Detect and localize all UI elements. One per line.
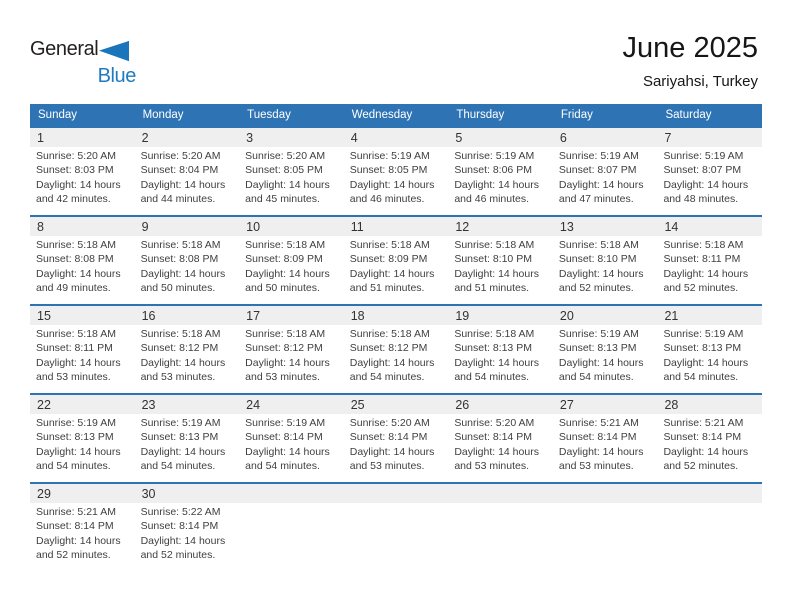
- calendar-cell: [344, 306, 449, 393]
- sunrise-text: Sunrise: 5:21 AM: [663, 417, 744, 429]
- sunset-text: Sunset: 8:13 PM: [558, 342, 637, 355]
- sunrise-text: Sunrise: 5:19 AM: [349, 150, 430, 162]
- sunrise-text: Sunrise: 5:21 AM: [558, 417, 639, 429]
- sunrise-text: Sunrise: 5:18 AM: [140, 239, 221, 251]
- daylight-text-line2: and 42 minutes.: [36, 193, 111, 206]
- cell-body: [553, 414, 658, 474]
- cell-body: [448, 236, 553, 296]
- sunset-text: Sunset: 8:09 PM: [349, 253, 428, 266]
- daylight-text-line2: and 53 minutes.: [140, 371, 216, 384]
- day-number: 6: [553, 128, 658, 147]
- day-number: 3: [239, 128, 344, 147]
- sunset-text: Sunset: 8:13 PM: [140, 431, 219, 444]
- sunset-text: Sunset: 8:13 PM: [454, 342, 532, 355]
- calendar-cell: [135, 484, 240, 571]
- day-number: 10: [239, 217, 344, 236]
- day-number: 14: [657, 217, 762, 236]
- calendar-cell: [448, 395, 553, 482]
- sunrise-text: Sunrise: 5:18 AM: [558, 239, 639, 251]
- cell-body: [553, 147, 658, 207]
- sunset-text: Sunset: 8:14 PM: [36, 520, 114, 533]
- cell-body: [30, 236, 135, 296]
- daylight-text-line2: and 53 minutes.: [36, 371, 111, 384]
- daylight-text-line2: and 54 minutes.: [558, 371, 634, 384]
- sunset-text: Sunset: 8:12 PM: [349, 342, 428, 355]
- sunrise-text: Sunrise: 5:20 AM: [454, 417, 535, 429]
- sunset-text: Sunset: 8:05 PM: [245, 164, 323, 177]
- daylight-text-line1: Daylight: 14 hours: [245, 178, 330, 191]
- calendar-cell: [344, 217, 449, 304]
- calendar-cell: [657, 484, 762, 571]
- calendar-cell: [30, 128, 135, 215]
- daylight-text-line1: Daylight: 14 hours: [558, 178, 644, 191]
- calendar-cell: [344, 484, 449, 571]
- daylight-text-line2: and 46 minutes.: [349, 193, 425, 206]
- daylight-text-line1: Daylight: 14 hours: [663, 356, 749, 369]
- cell-body: [239, 236, 344, 296]
- sunrise-text: Sunrise: 5:22 AM: [140, 506, 221, 518]
- cell-body: [657, 414, 762, 474]
- cell-body: [135, 414, 240, 474]
- calendar-cell: [657, 306, 762, 393]
- daylight-text-line1: Daylight: 14 hours: [454, 178, 539, 191]
- sunrise-text: Sunrise: 5:19 AM: [663, 328, 744, 340]
- daylight-text-line1: Daylight: 14 hours: [140, 534, 226, 547]
- sunrise-text: Sunrise: 5:19 AM: [140, 417, 221, 429]
- cell-body: [135, 325, 240, 385]
- sunrise-text: Sunrise: 5:18 AM: [245, 328, 326, 340]
- cell-body: [448, 147, 553, 207]
- sunrise-text: Sunrise: 5:19 AM: [558, 150, 639, 162]
- day-number: 16: [135, 306, 240, 325]
- weekday-label: Monday: [142, 109, 184, 121]
- daylight-text-line2: and 53 minutes.: [558, 460, 634, 473]
- week-row: [30, 215, 762, 304]
- weekday-label: Thursday: [456, 109, 505, 121]
- calendar-cell: [239, 217, 344, 304]
- sunset-text: Sunset: 8:10 PM: [558, 253, 637, 266]
- cell-body: [344, 325, 449, 385]
- daylight-text-line2: and 51 minutes.: [349, 282, 425, 295]
- sunrise-text: Sunrise: 5:20 AM: [349, 417, 430, 429]
- sunset-text: Sunset: 8:11 PM: [36, 342, 113, 355]
- daylight-text-line1: Daylight: 14 hours: [36, 356, 121, 369]
- daylight-text-line1: Daylight: 14 hours: [349, 356, 435, 369]
- daylight-text-line2: and 54 minutes.: [140, 460, 216, 473]
- sunrise-text: Sunrise: 5:18 AM: [454, 328, 535, 340]
- sunrise-text: Sunrise: 5:18 AM: [36, 239, 116, 251]
- cell-body: [30, 503, 135, 563]
- daylight-text-line2: and 53 minutes.: [245, 371, 320, 384]
- day-number: 23: [135, 395, 240, 414]
- daylight-text-line1: Daylight: 14 hours: [36, 534, 121, 547]
- daylight-text-line1: Daylight: 14 hours: [558, 445, 644, 458]
- daylight-text-line2: and 52 minutes.: [663, 282, 739, 295]
- cell-body: [30, 414, 135, 474]
- calendar-cell: [135, 217, 240, 304]
- day-number: 28: [657, 395, 762, 414]
- cell-body: [448, 325, 553, 385]
- daylight-text-line1: Daylight: 14 hours: [349, 445, 435, 458]
- calendar-cell: [239, 484, 344, 571]
- daylight-text-line1: Daylight: 14 hours: [140, 445, 226, 458]
- weekday-label: Tuesday: [247, 109, 291, 121]
- daylight-text-line1: Daylight: 14 hours: [36, 445, 121, 458]
- cell-body: [135, 236, 240, 296]
- weekday-label: Friday: [560, 109, 593, 121]
- day-number: 18: [344, 306, 449, 325]
- day-number: 1: [30, 128, 135, 147]
- day-number: 26: [448, 395, 553, 414]
- calendar-cell: [448, 128, 553, 215]
- cell-body: [30, 147, 135, 207]
- sunrise-text: Sunrise: 5:18 AM: [349, 328, 430, 340]
- sunrise-text: Sunrise: 5:19 AM: [558, 328, 639, 340]
- cell-body: [30, 325, 135, 385]
- calendar-cell: [30, 217, 135, 304]
- daylight-text-line1: Daylight: 14 hours: [349, 178, 435, 191]
- sunset-text: Sunset: 8:14 PM: [140, 520, 219, 533]
- cell-body: [657, 325, 762, 385]
- sunset-text: Sunset: 8:12 PM: [140, 342, 219, 355]
- sunset-text: Sunset: 8:14 PM: [245, 431, 323, 444]
- sunrise-text: Sunrise: 5:18 AM: [36, 328, 116, 340]
- cell-body: [657, 147, 762, 207]
- title-block: [623, 30, 758, 90]
- daylight-text-line2: and 54 minutes.: [36, 460, 111, 473]
- daylight-text-line1: Daylight: 14 hours: [663, 267, 749, 280]
- daylight-text-line1: Daylight: 14 hours: [36, 178, 121, 191]
- daylight-text-line2: and 54 minutes.: [349, 371, 425, 384]
- day-number: 8: [30, 217, 135, 236]
- daylight-text-line2: and 52 minutes.: [558, 282, 634, 295]
- cell-body: [135, 147, 240, 207]
- daylight-text-line1: Daylight: 14 hours: [663, 445, 749, 458]
- daylight-text-line2: and 54 minutes.: [245, 460, 320, 473]
- day-number: 27: [553, 395, 658, 414]
- sunset-text: Sunset: 8:10 PM: [454, 253, 532, 266]
- logo-text-general: General: [30, 38, 99, 60]
- sunrise-text: Sunrise: 5:18 AM: [245, 239, 326, 251]
- week-row: [30, 393, 762, 482]
- calendar-cell: [553, 484, 658, 571]
- day-number: 19: [448, 306, 553, 325]
- calendar-cell: [448, 306, 553, 393]
- cell-body: [657, 236, 762, 296]
- day-number: [448, 484, 553, 503]
- day-number: 21: [657, 306, 762, 325]
- sunset-text: Sunset: 8:12 PM: [245, 342, 323, 355]
- calendar-cell: [657, 217, 762, 304]
- sunset-text: Sunset: 8:07 PM: [663, 164, 742, 177]
- daylight-text-line2: and 52 minutes.: [663, 460, 739, 473]
- sunrise-text: Sunrise: 5:20 AM: [245, 150, 326, 162]
- daylight-text-line2: and 48 minutes.: [663, 193, 739, 206]
- day-number: [344, 484, 449, 503]
- daylight-text-line1: Daylight: 14 hours: [558, 267, 644, 280]
- sunrise-text: Sunrise: 5:19 AM: [36, 417, 116, 429]
- sunrise-text: Sunrise: 5:18 AM: [349, 239, 430, 251]
- calendar-cell: [553, 217, 658, 304]
- sunrise-text: Sunrise: 5:18 AM: [140, 328, 221, 340]
- day-number: 24: [239, 395, 344, 414]
- sunrise-text: Sunrise: 5:18 AM: [454, 239, 535, 251]
- calendar-cell: [239, 306, 344, 393]
- daylight-text-line2: and 49 minutes.: [36, 282, 111, 295]
- daylight-text-line1: Daylight: 14 hours: [663, 178, 749, 191]
- sunset-text: Sunset: 8:14 PM: [558, 431, 637, 444]
- daylight-text-line2: and 47 minutes.: [558, 193, 634, 206]
- calendar-cell: [30, 395, 135, 482]
- calendar-cell: [344, 395, 449, 482]
- daylight-text-line2: and 53 minutes.: [349, 460, 425, 473]
- daylight-text-line1: Daylight: 14 hours: [454, 356, 539, 369]
- daylight-text-line1: Daylight: 14 hours: [349, 267, 435, 280]
- calendar-cell: [239, 395, 344, 482]
- daylight-text-line2: and 52 minutes.: [140, 549, 216, 562]
- daylight-text-line1: Daylight: 14 hours: [245, 267, 330, 280]
- calendar-cell: [135, 395, 240, 482]
- week-row: [30, 482, 762, 571]
- daylight-text-line2: and 50 minutes.: [140, 282, 216, 295]
- calendar-cell: [344, 128, 449, 215]
- day-number: 22: [30, 395, 135, 414]
- daylight-text-line2: and 46 minutes.: [454, 193, 530, 206]
- day-number: [239, 484, 344, 503]
- calendar-cell: [135, 306, 240, 393]
- day-number: 12: [448, 217, 553, 236]
- day-number: 9: [135, 217, 240, 236]
- location-subtitle: Sariyahsi, Turkey: [642, 73, 758, 91]
- weekday-label: Wednesday: [351, 109, 413, 121]
- calendar-cell: [553, 128, 658, 215]
- calendar-cell: [553, 306, 658, 393]
- cell-body: [239, 414, 344, 474]
- cell-body: [344, 236, 449, 296]
- cell-body: [239, 325, 344, 385]
- day-number: 7: [657, 128, 762, 147]
- calendar-cell: [657, 395, 762, 482]
- day-number: 4: [344, 128, 449, 147]
- day-number: [657, 484, 762, 503]
- month-title: June 2025: [622, 32, 758, 64]
- day-number: 25: [344, 395, 449, 414]
- daylight-text-line2: and 54 minutes.: [663, 371, 739, 384]
- daylight-text-line1: Daylight: 14 hours: [140, 356, 226, 369]
- calendar-cell: [30, 484, 135, 571]
- daylight-text-line2: and 53 minutes.: [454, 460, 530, 473]
- sunset-text: Sunset: 8:07 PM: [558, 164, 637, 177]
- day-number: [553, 484, 658, 503]
- cell-body: [553, 236, 658, 296]
- general-blue-logo: [30, 38, 140, 86]
- daylight-text-line2: and 45 minutes.: [245, 193, 320, 206]
- sunrise-text: Sunrise: 5:19 AM: [245, 417, 326, 429]
- calendar-cell: [135, 128, 240, 215]
- sunset-text: Sunset: 8:03 PM: [36, 164, 114, 177]
- day-number: 5: [448, 128, 553, 147]
- sunset-text: Sunset: 8:05 PM: [349, 164, 428, 177]
- calendar-cell: [657, 128, 762, 215]
- day-number: 15: [30, 306, 135, 325]
- weekday-label: Saturday: [665, 109, 712, 121]
- sunrise-text: Sunrise: 5:19 AM: [454, 150, 535, 162]
- sunset-text: Sunset: 8:08 PM: [140, 253, 219, 266]
- week-row: [30, 126, 762, 215]
- day-number: 2: [135, 128, 240, 147]
- calendar-cell: [553, 395, 658, 482]
- cell-body: [344, 414, 449, 474]
- sunset-text: Sunset: 8:09 PM: [245, 253, 323, 266]
- daylight-text-line2: and 44 minutes.: [140, 193, 216, 206]
- weekday-header-row: [30, 104, 762, 126]
- sunrise-text: Sunrise: 5:20 AM: [36, 150, 116, 162]
- logo-text-blue: Blue: [97, 65, 136, 87]
- daylight-text-line1: Daylight: 14 hours: [454, 445, 539, 458]
- sunset-text: Sunset: 8:14 PM: [663, 431, 742, 444]
- daylight-text-line2: and 52 minutes.: [36, 549, 111, 562]
- calendar-cell: [448, 217, 553, 304]
- calendar-table: [30, 104, 762, 571]
- sunset-text: Sunset: 8:13 PM: [663, 342, 742, 355]
- calendar-cell: [30, 306, 135, 393]
- sunset-text: Sunset: 8:08 PM: [36, 253, 114, 266]
- day-number: 11: [344, 217, 449, 236]
- daylight-text-line1: Daylight: 14 hours: [245, 445, 330, 458]
- cell-body: [239, 147, 344, 207]
- daylight-text-line1: Daylight: 14 hours: [140, 267, 226, 280]
- day-number: 30: [135, 484, 240, 503]
- cell-body: [553, 325, 658, 385]
- sunrise-text: Sunrise: 5:20 AM: [140, 150, 221, 162]
- calendar-grid: [30, 126, 762, 571]
- sunset-text: Sunset: 8:14 PM: [349, 431, 428, 444]
- daylight-text-line1: Daylight: 14 hours: [140, 178, 226, 191]
- daylight-text-line2: and 50 minutes.: [245, 282, 320, 295]
- sunset-text: Sunset: 8:11 PM: [663, 253, 741, 266]
- day-number: 13: [553, 217, 658, 236]
- day-number: 29: [30, 484, 135, 503]
- sunrise-text: Sunrise: 5:18 AM: [663, 239, 744, 251]
- daylight-text-line1: Daylight: 14 hours: [454, 267, 539, 280]
- sunset-text: Sunset: 8:04 PM: [140, 164, 219, 177]
- day-number: 17: [239, 306, 344, 325]
- daylight-text-line1: Daylight: 14 hours: [245, 356, 330, 369]
- cell-body: [344, 147, 449, 207]
- weekday-label: Sunday: [38, 109, 78, 121]
- sunset-text: Sunset: 8:14 PM: [454, 431, 532, 444]
- sunrise-text: Sunrise: 5:21 AM: [36, 506, 116, 518]
- daylight-text-line1: Daylight: 14 hours: [36, 267, 121, 280]
- sunset-text: Sunset: 8:13 PM: [36, 431, 114, 444]
- sunrise-text: Sunrise: 5:19 AM: [663, 150, 744, 162]
- calendar-cell: [448, 484, 553, 571]
- daylight-text-line1: Daylight: 14 hours: [558, 356, 644, 369]
- sunset-text: Sunset: 8:06 PM: [454, 164, 532, 177]
- calendar-cell: [239, 128, 344, 215]
- daylight-text-line2: and 54 minutes.: [454, 371, 530, 384]
- daylight-text-line2: and 51 minutes.: [454, 282, 530, 295]
- week-row: [30, 304, 762, 393]
- cell-body: [448, 414, 553, 474]
- cell-body: [135, 503, 240, 563]
- day-number: 20: [553, 306, 658, 325]
